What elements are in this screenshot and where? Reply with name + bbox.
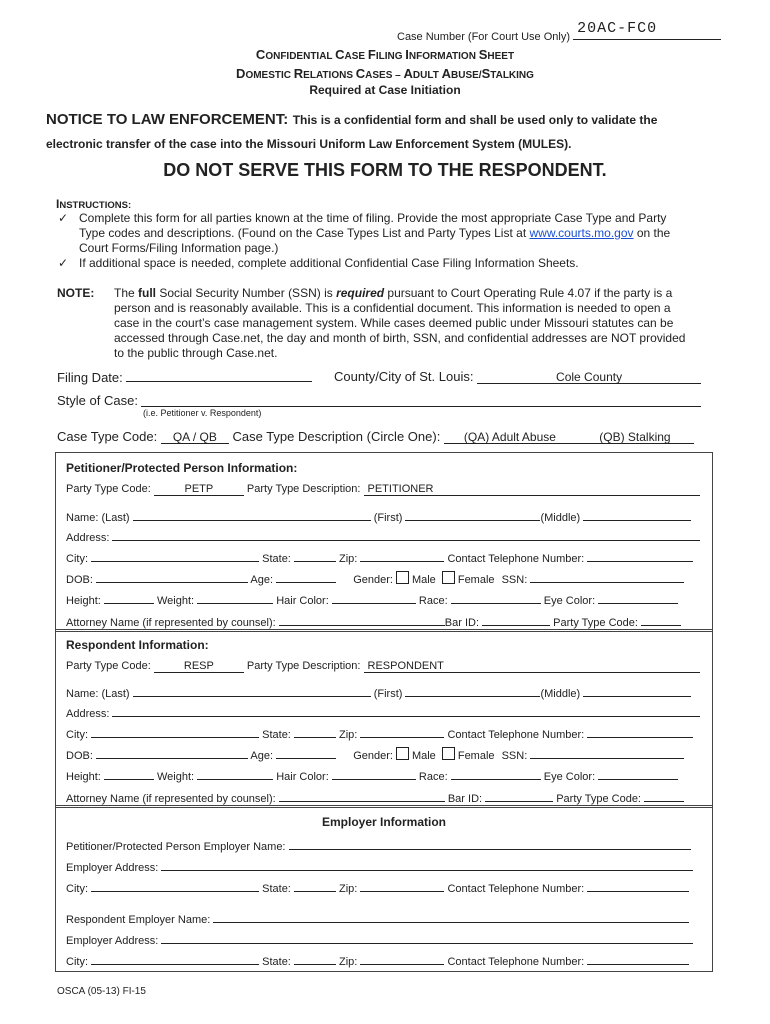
party-type-code-field[interactable]: RESP: [154, 660, 244, 673]
dob-field[interactable]: [96, 746, 248, 759]
respondent-section: [55, 629, 713, 808]
respondent-attorney-row: [66, 789, 684, 805]
form-title-line2: [0, 65, 770, 83]
petitioner-physical-row: [66, 591, 678, 607]
case-type-qb-option[interactable]: (QB) Stalking: [576, 431, 694, 444]
case-type-row: [57, 429, 694, 444]
attorney-party-type-code-label: Party Type Code:: [553, 617, 638, 629]
ssn-field[interactable]: [530, 570, 684, 583]
city-label: City:: [66, 883, 88, 895]
attorney-party-type-code-field[interactable]: [641, 613, 681, 626]
ssn-label: SSN:: [501, 574, 528, 586]
employer-address-label: Employer Address:: [66, 862, 159, 874]
state-label: State:: [262, 729, 291, 741]
city-field[interactable]: [91, 952, 259, 965]
city-label: City:: [66, 956, 88, 968]
weight-label: Weight:: [156, 595, 195, 607]
title2-word-0-rest: OMESTIC: [245, 70, 294, 81]
instruction-1-line2: Type codes and descriptions. (Found on the Case Types List and Party Types List at www.courts.mo.gov on the: [79, 226, 671, 240]
form-title-line1: [0, 46, 770, 64]
attorney-party-type-code-field[interactable]: [644, 789, 684, 802]
title2-word-3-rest: DULT: [412, 70, 442, 81]
hair-color-field[interactable]: [332, 591, 416, 604]
do-not-serve-heading: DO NOT SERVE THIS FORM TO THE RESPONDENT.: [163, 160, 607, 180]
petitioner-section: [55, 452, 713, 632]
case-number-value: 20AC-FC0: [577, 20, 658, 37]
party-type-desc-label: Party Type Description:: [246, 483, 361, 495]
county-row: [334, 369, 701, 384]
city-label: City:: [66, 729, 88, 741]
instruction-check-2: ✓: [58, 256, 69, 270]
contact-phone-label: Contact Telephone Number:: [447, 729, 585, 741]
form-title-line3: Required at Case Initiation: [309, 83, 461, 97]
last-name-field[interactable]: [133, 684, 371, 697]
bar-id-field[interactable]: [482, 613, 550, 626]
name-last-label: Name: (Last): [66, 512, 130, 524]
employer-address-field[interactable]: [161, 931, 693, 944]
filing-date-row: [57, 369, 312, 385]
respondent-city-row: [66, 725, 693, 741]
height-field[interactable]: [104, 591, 154, 604]
title1-word-1-rest: ASE: [344, 51, 368, 62]
title2-word-1-rest: ELATIONS: [303, 70, 356, 81]
employer-address-label: Employer Address:: [66, 935, 159, 947]
title1-word-2-initial: F: [367, 47, 376, 62]
ssn-field[interactable]: [530, 746, 684, 759]
address-field[interactable]: [112, 528, 700, 541]
instruction-1-line3: Court Forms/Filing Information page.): [79, 241, 279, 255]
bar-id-label: Bar ID:: [444, 617, 480, 629]
petitioner-heading: Petitioner/Protected Person Information:: [66, 461, 298, 475]
state-field[interactable]: [294, 549, 336, 562]
middle-name-field[interactable]: [583, 684, 691, 697]
petitioner-employer-row: [66, 837, 691, 853]
petitioner-dob-row: [66, 570, 684, 586]
height-field[interactable]: [104, 767, 154, 780]
city-field[interactable]: [91, 879, 259, 892]
contact-phone-field[interactable]: [587, 952, 689, 965]
party-type-code-label: Party Type Code:: [66, 660, 151, 672]
note-line-2: person and is reasonably available. This is a confidential document. This information is needed to open a: [114, 301, 671, 315]
notice-text-1: This is a confidential form and shall be used only to validate the: [292, 113, 658, 127]
petitioner-name-row: [66, 508, 691, 524]
male-checkbox[interactable]: [396, 747, 409, 760]
last-name-field[interactable]: [133, 508, 371, 521]
employer-section: [55, 805, 713, 972]
attorney-name-label: Attorney Name (if represented by counsel):: [66, 793, 276, 805]
employer-heading: Employer Information: [321, 815, 446, 829]
respondent-physical-row: [66, 767, 678, 783]
height-label: Height:: [66, 595, 101, 607]
race-label: Race:: [418, 595, 448, 607]
party-type-desc-label: Party Type Description:: [246, 660, 361, 672]
city-label: City:: [66, 553, 88, 565]
address-field[interactable]: [112, 704, 700, 717]
male-checkbox[interactable]: [396, 571, 409, 584]
petitioner-employer-label: Petitioner/Protected Person Employer Name:: [66, 841, 286, 853]
courts-link[interactable]: www.courts.mo.gov: [529, 226, 634, 240]
instruction-1-line1: Complete this form for all parties known at the time of filing. Provide the most appropriate Case Type and Party: [79, 211, 667, 225]
county-label: County/City of St. Louis:: [334, 369, 474, 384]
respondent-name-row: [66, 684, 691, 700]
bar-id-label: Bar ID:: [447, 793, 483, 805]
title2-word-0-initial: D: [236, 66, 246, 81]
petitioner-address-row: [66, 528, 700, 544]
zip-field[interactable]: [360, 725, 444, 738]
zip-field[interactable]: [360, 879, 444, 892]
attorney-name-label: Attorney Name (if represented by counsel):: [66, 617, 276, 629]
title2-word-2-rest: ASES –: [365, 70, 404, 81]
city-field[interactable]: [91, 549, 259, 562]
state-label: State:: [262, 956, 291, 968]
respondent-address-row: [66, 704, 700, 720]
case-type-code-field[interactable]: QA / QB: [161, 431, 229, 444]
petitioner-employer-address-row: [66, 858, 693, 874]
respondent-dob-row: [66, 746, 684, 762]
party-type-code-field[interactable]: PETP: [154, 483, 244, 496]
respondent-employer-row: [66, 910, 689, 926]
county-field[interactable]: Cole County: [477, 371, 701, 384]
style-of-case-hint: (i.e. Petitioner v. Respondent): [143, 408, 262, 418]
eye-color-field[interactable]: [598, 591, 678, 604]
filing-date-field[interactable]: [126, 369, 312, 382]
notice-heading: NOTICE TO LAW ENFORCEMENT:: [46, 111, 289, 128]
title1-word-0-rest: ONFIDENTIAL: [265, 51, 336, 62]
state-field[interactable]: [294, 952, 336, 965]
ssn-label: SSN:: [501, 750, 528, 762]
bar-id-field[interactable]: [485, 789, 553, 802]
attorney-name-field[interactable]: [279, 789, 445, 802]
female-label: Female: [457, 750, 495, 762]
eye-color-label: Eye Color:: [543, 771, 596, 783]
zip-label: Zip:: [339, 729, 358, 741]
note-line-3: case in the court’s case management system. While cases deemed public under Missouri statutes can be: [114, 316, 674, 330]
notice-text-2: electronic transfer of the case into the Missouri Uniform Law Enforcement System (MULES).: [46, 137, 572, 151]
filing-date-label: Filing Date:: [57, 370, 123, 385]
weight-field[interactable]: [197, 767, 273, 780]
race-field[interactable]: [451, 591, 541, 604]
case-type-qa-option[interactable]: (QA) Adult Abuse: [444, 431, 576, 444]
gender-label: Gender:: [353, 750, 393, 762]
respondent-party-type-row: [66, 660, 700, 673]
employer-address-field[interactable]: [161, 858, 693, 871]
case-number-label: Case Number (For Court Use Only) 20AC-FC0: [397, 27, 721, 43]
respondent-employer-label: Respondent Employer Name:: [66, 914, 211, 926]
first-name-label: (First): [373, 688, 403, 700]
address-label: Address:: [66, 532, 110, 544]
hair-color-field[interactable]: [332, 767, 416, 780]
title1-word-1-initial: C: [335, 47, 345, 62]
contact-phone-label: Contact Telephone Number:: [447, 956, 585, 968]
hair-color-label: Hair Color:: [276, 595, 329, 607]
contact-phone-label: Contact Telephone Number:: [447, 883, 585, 895]
attorney-party-type-code-label: Party Type Code:: [556, 793, 641, 805]
name-last-label: Name: (Last): [66, 688, 130, 700]
title2-word-2-initial: C: [355, 66, 366, 81]
state-field[interactable]: [294, 725, 336, 738]
petitioner-city-row: [66, 549, 693, 565]
race-label: Race:: [418, 771, 448, 783]
middle-name-label: (Middle): [540, 688, 581, 700]
style-of-case-field[interactable]: [141, 393, 701, 407]
middle-name-label: (Middle): [540, 512, 581, 524]
note-label: NOTE:: [57, 286, 95, 300]
title2-word-3-initial: A: [403, 66, 413, 81]
title1-word-3-initial: I: [405, 47, 409, 62]
age-label: Age:: [250, 574, 274, 586]
case-number-field[interactable]: [573, 20, 721, 40]
instruction-check-1: ✓: [58, 211, 69, 225]
contact-phone-label: Contact Telephone Number:: [447, 553, 585, 565]
note-line-5: to the public through Case.net.: [114, 346, 278, 360]
case-type-desc-label: Case Type Description (Circle One):: [232, 429, 441, 444]
eye-color-field[interactable]: [598, 767, 678, 780]
contact-phone-field[interactable]: [587, 549, 693, 562]
petitioner-employer-field[interactable]: [289, 837, 691, 850]
title2-word-4-rest: BUSE/: [451, 70, 482, 81]
petitioner-party-type-row: [66, 483, 700, 496]
eye-color-label: Eye Color:: [543, 595, 596, 607]
first-name-label: (First): [373, 512, 403, 524]
dob-label: DOB:: [66, 750, 93, 762]
contact-phone-field[interactable]: [587, 725, 693, 738]
race-field[interactable]: [451, 767, 541, 780]
attorney-name-field[interactable]: [279, 613, 445, 626]
title1-word-0-initial: C: [255, 47, 266, 62]
respondent-employer-city-row: [66, 952, 689, 968]
case-type-code-label: Case Type Code:: [57, 429, 158, 444]
state-field[interactable]: [294, 879, 336, 892]
zip-field[interactable]: [360, 549, 444, 562]
address-label: Address:: [66, 708, 110, 720]
title2-word-5-rest: TALKING: [490, 70, 534, 81]
weight-label: Weight:: [156, 771, 195, 783]
title1-word-2-rest: ILING: [375, 51, 406, 62]
party-type-code-label: Party Type Code:: [66, 483, 151, 495]
zip-label: Zip:: [339, 883, 358, 895]
male-label: Male: [411, 574, 436, 586]
note-line-1: The full Social Security Number (SSN) is required pursuant to Court Operating Rule 4.07 if the party is a: [114, 286, 673, 300]
first-name-field[interactable]: [405, 684, 540, 697]
title1-word-4-initial: S: [478, 47, 488, 62]
party-type-desc-field[interactable]: PETITIONER: [364, 483, 700, 496]
form-id: OSCA (05-13) FI-15: [57, 986, 146, 997]
male-label: Male: [411, 750, 436, 762]
city-field[interactable]: [91, 725, 259, 738]
dob-field[interactable]: [96, 570, 248, 583]
style-of-case-label: Style of Case:: [57, 393, 138, 408]
respondent-employer-address-row: [66, 931, 693, 947]
state-label: State:: [262, 553, 291, 565]
weight-field[interactable]: [197, 591, 273, 604]
state-label: State:: [262, 883, 291, 895]
dob-label: DOB:: [66, 574, 93, 586]
hair-color-label: Hair Color:: [276, 771, 329, 783]
title2-word-1-initial: R: [293, 66, 304, 81]
respondent-employer-field[interactable]: [213, 910, 689, 923]
zip-label: Zip:: [339, 956, 358, 968]
title2-word-5-initial: S: [481, 66, 491, 81]
notice-block: [46, 111, 657, 129]
petitioner-employer-city-row: [66, 879, 689, 895]
title1-word-3-rest: NFORMATION: [408, 51, 479, 62]
zip-label: Zip:: [339, 553, 358, 565]
instruction-2: If additional space is needed, complete additional Confidential Case Filing Information Sheets.: [79, 256, 579, 270]
female-label: Female: [457, 574, 495, 586]
first-name-field[interactable]: [405, 508, 540, 521]
respondent-heading: Respondent Information:: [66, 638, 209, 652]
middle-name-field[interactable]: [583, 508, 691, 521]
instructions-heading: INSTRUCTIONS:: [56, 197, 132, 211]
age-label: Age:: [250, 750, 274, 762]
title2-word-4-initial: A: [441, 66, 451, 81]
female-checkbox[interactable]: [442, 747, 455, 760]
age-field[interactable]: [276, 570, 336, 583]
petitioner-attorney-row: [66, 613, 681, 629]
party-type-desc-field[interactable]: RESPONDENT: [364, 660, 700, 673]
female-checkbox[interactable]: [442, 571, 455, 584]
zip-field[interactable]: [360, 952, 444, 965]
note-line-4: accessed through Case.net, the day and month of birth, SSN, and confidential addresses are NOT provided: [114, 331, 686, 345]
title1-word-4-rest: HEET: [487, 51, 515, 62]
height-label: Height:: [66, 771, 101, 783]
contact-phone-field[interactable]: [587, 879, 689, 892]
age-field[interactable]: [276, 746, 336, 759]
gender-label: Gender:: [353, 574, 393, 586]
